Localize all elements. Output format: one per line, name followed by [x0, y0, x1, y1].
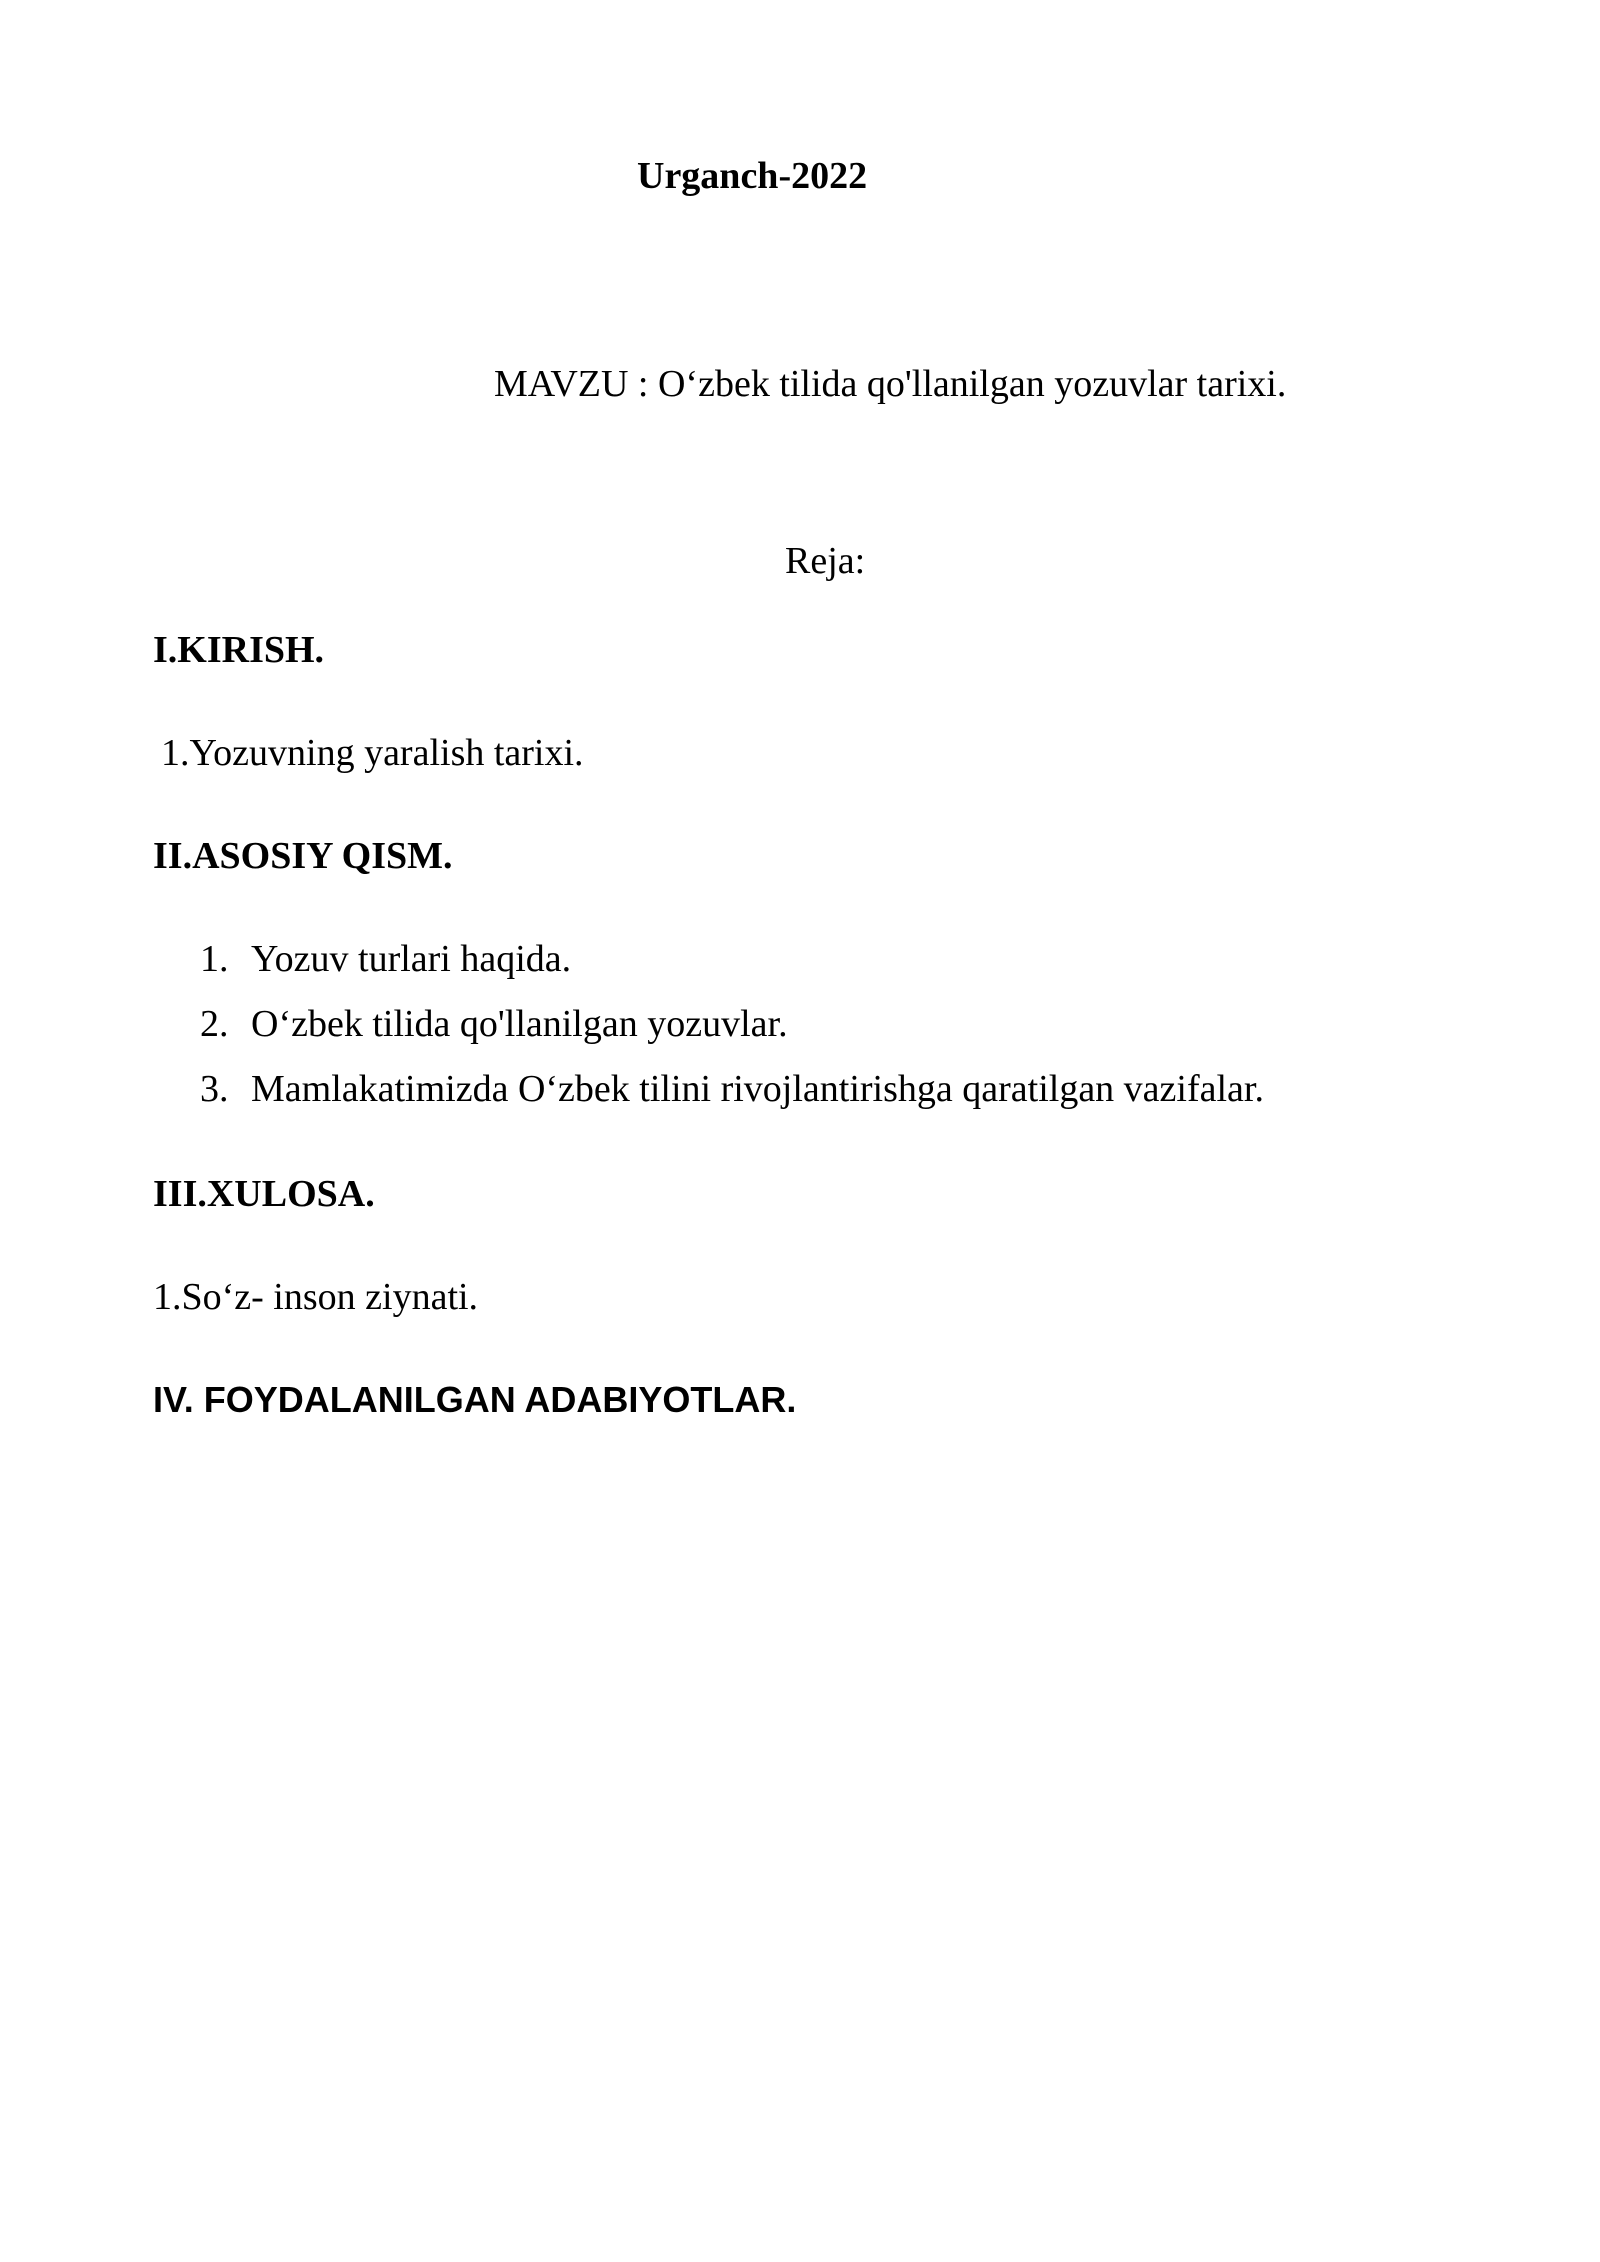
list-item-text: O‘zbek tilida qo'llanilgan yozuvlar.: [251, 1003, 788, 1045]
place-year-title: Urganch-2022: [637, 155, 868, 197]
plan-heading: Reja:: [785, 540, 866, 582]
list-item-number: 2.: [200, 1003, 229, 1045]
section-heading-introduction: I.KIRISH.: [153, 629, 325, 671]
list-item-text: Yozuv turlari haqida.: [251, 938, 572, 980]
section-heading-references: IV. FOYDALANILGAN ADABIYOTLAR.: [153, 1379, 797, 1420]
list-item-number: 3.: [200, 1068, 229, 1110]
introduction-item: 1.Yozuvning yaralish tarixi.: [161, 732, 584, 774]
section-heading-conclusion: III.XULOSA.: [153, 1173, 375, 1215]
main-part-list-item: [200, 1067, 1264, 1113]
list-item-number: 1.: [200, 938, 229, 980]
main-part-list-item: [200, 937, 571, 983]
section-heading-main-part: II.ASOSIY QISM.: [153, 835, 453, 877]
topic-line: MAVZU : O‘zbek tilida qo'llanilgan yozuvlar tarixi.: [494, 363, 1287, 405]
main-part-list-item: [200, 1002, 788, 1048]
list-item-text: Mamlakatimizda O‘zbek tilini rivojlantirishga qaratilgan vazifalar.: [251, 1068, 1264, 1110]
conclusion-item: 1.So‘z- inson ziynati.: [153, 1276, 479, 1318]
